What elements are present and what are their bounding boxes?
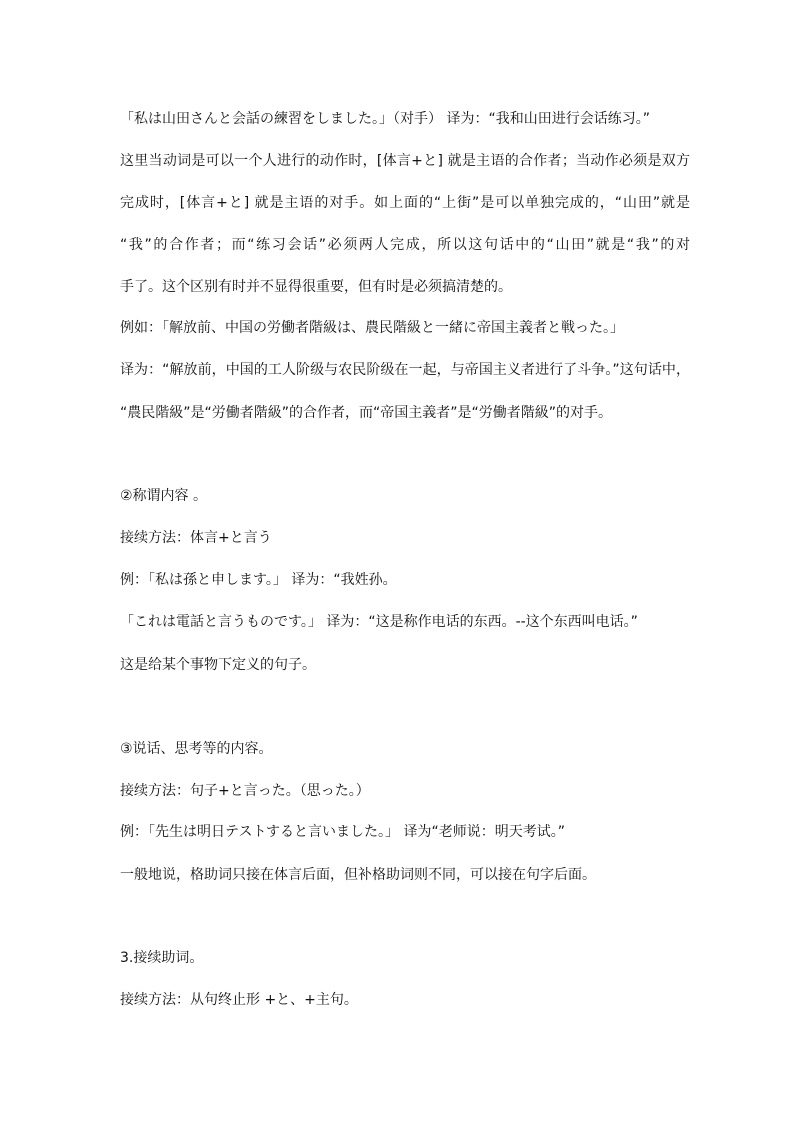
text-line: 接续方法：体言+と言う [120, 530, 272, 546]
text-line: 例如：「解放前、中国の労働者階級は、農民階級と一緒に帝国主義者と戦った。」 [120, 320, 624, 336]
section-heading: ③说话、思考等的内容。 [120, 741, 273, 757]
text-line: 一般地说，格助词只接在体言后面，但补格助词则不同，可以接在句字后面。 [120, 867, 596, 883]
section-heading: 3.接续助词。 [120, 950, 204, 966]
text-line: 「これは電話と言うものです。」 译为：“这是称作电话的东西。--这个东西叫电话。” [120, 614, 638, 630]
text-line: 接续方法：句子+と言った。（思った。） [120, 783, 370, 799]
text-line: 完成时，[体言+と] 就是主语的对手。如上面的“上街”是可以单独完成的，“山田”就是 [120, 195, 690, 211]
text-line: 例：「私は孫と申します。」 译为：“我姓孙。 [120, 572, 397, 588]
section-heading: ②称谓内容 。 [120, 488, 208, 504]
text-line: 接续方法：从句终止形 +と、+主句。 [120, 992, 358, 1008]
text-line: 译为：“解放前，中国的工人阶级与农民阶级在一起，与帝国主义者进行了斗争。”这句话中， [120, 362, 690, 378]
text-line: 这里当动词是可以一个人进行的动作时，[体言+と] 就是主语的合作者；当动作必须是双方 [120, 153, 690, 169]
text-line: 这是给某个事物下定义的句子。 [120, 657, 316, 673]
text-line: 手了。这个区别有时并不显得很重要，但有时是必须搞清楚的。 [120, 279, 512, 295]
text-line: 「私は山田さんと会話の練習をしました。」（对手） 译为：“我和山田进行会话练习。” [120, 111, 650, 127]
text-line: 例：「先生は明日テストすると言いました。」 译为“老师说：明天考试。” [120, 824, 565, 840]
text-line: “農民階級”是“労働者階級”的合作者，而“帝国主義者”是“労働者階級”的对手。 [120, 405, 613, 421]
text-line: “我”的合作者；而“练习会话”必须两人完成，所以这句话中的“山田”就是“我”的对 [120, 237, 690, 253]
